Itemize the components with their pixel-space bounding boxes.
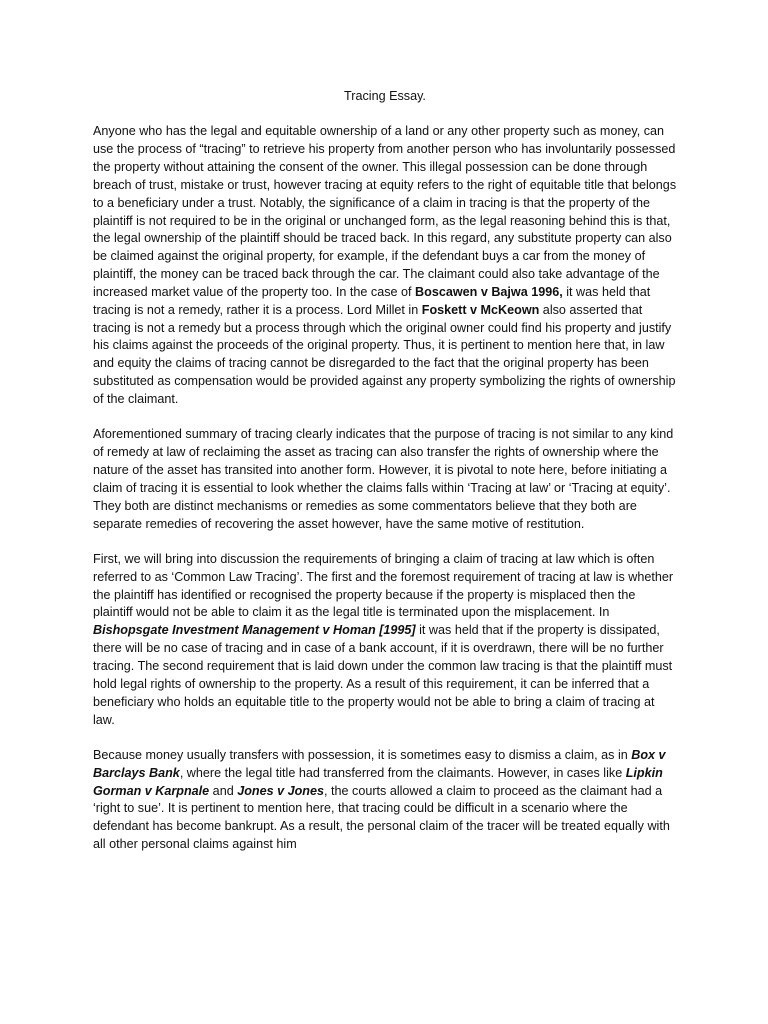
case-citation: Box v Barclays Bank: [93, 747, 666, 780]
text-run: Aforementioned summary of tracing clearly indicates that the purpose of tracing is not similar to any kind of remedy at law of reclaiming the asset as tracing can also transfer the rights of ownership where the nature of the asset has transited into another form. However, it is pivotal to note here, before initiating a claim of tracing it is essential to look whether the claims falls within ‘Tracing at law’ or ‘Tracing at equity’. They both are distinct mechanisms or remedies as some commentators believe that they both are separate remedies of recovering the asset however, have the same motive of restitution.: [93, 427, 674, 531]
case-citation: Bishopsgate Investment Management v Homan [1995]: [93, 623, 416, 638]
text-run: it was held that if the property is dissipated, there will be no case of tracing and in case of a bank account, if it is overdrawn, there will be no further tracing. The second requirement that is laid down under the common law tracing is that the plaintiff must hold legal rights of ownership to the property. As a result of this requirement, it can be inferred that a beneficiary who holds an equitable title to the property would not be able to bring a claim of tracing at law.: [93, 623, 673, 727]
document-title: Tracing Essay.: [344, 89, 426, 103]
paragraph-3: [93, 551, 677, 729]
paragraph-1: [93, 123, 677, 409]
case-citation: Boscawen v Bajwa 1996,: [415, 284, 563, 299]
text-run: , where the legal title had transferred from the claimants. However, in cases like: [179, 765, 626, 780]
case-citation: Foskett v McKeown: [421, 302, 540, 317]
text-run: , the courts allowed a claim to proceed as the claimant had a ‘right to sue’. It is pertinent to mention here, that tracing could be difficult in a scenario where the defendant has become bankrupt. As a result, the personal claim of the tracer will be treated equally with all other personal claims against him: [93, 783, 670, 852]
document-page: [93, 88, 677, 871]
case-citation: Lipkin Gorman v Karpnale: [93, 765, 663, 798]
paragraph-4: [93, 747, 677, 854]
text-run: and: [209, 783, 238, 798]
text-run: Because money usually transfers with possession, it is sometimes easy to dismiss a claim, as in: [93, 747, 632, 762]
text-run: First, we will bring into discussion the requirements of bringing a claim of tracing at law which is often referred to as ‘Common Law Tracing’. The first and the foremost requirement of tracing at law is whether the plaintiff has identified or recognised the property because if the property is misplaced then the plaintiff would not be able to claim it as the legal title is terminated upon the misplacement. In: [93, 551, 674, 620]
case-citation: Jones v Jones: [237, 783, 325, 798]
paragraph-2: [93, 426, 677, 533]
text-run: it was held that tracing is not a remedy, rather it is a process. Lord Millet in: [93, 284, 651, 317]
text-run: also asserted that tracing is not a remedy but a process through which the original owner could find his property and justify his claims against the proceeds of the original property. Thus, it is pertinent to mention here that, in law and equity the claims of tracing cannot be disregarded to the fact that the original property has been substituted as compensation would be provided against any property symbolizing the rights of ownership of the claimant.: [93, 302, 676, 406]
text-run: Anyone who has the legal and equitable ownership of a land or any other property such as money, can use the process of “tracing” to retrieve his property from another person who has involuntarily possessed the property without attaining the consent of the owner. This illegal possession can be done through breach of trust, mistake or trust, however tracing at equity refers to the right of equitable title that belongs to a beneficiary under a trust. Notably, the significance of a claim in tracing is that the property of the plaintiff is not required to be in the original or unchanged form, as the legal reasoning behind this is that, the legal ownership of the plaintiff should be traced back. In this regard, any substitute property can also be claimed against the original property, for example, if the defendant buys a car from the money of plaintiff, the money can be traced back through the car. The claimant could also take advantage of the increased market value of the property too. In the case of: [93, 124, 677, 299]
